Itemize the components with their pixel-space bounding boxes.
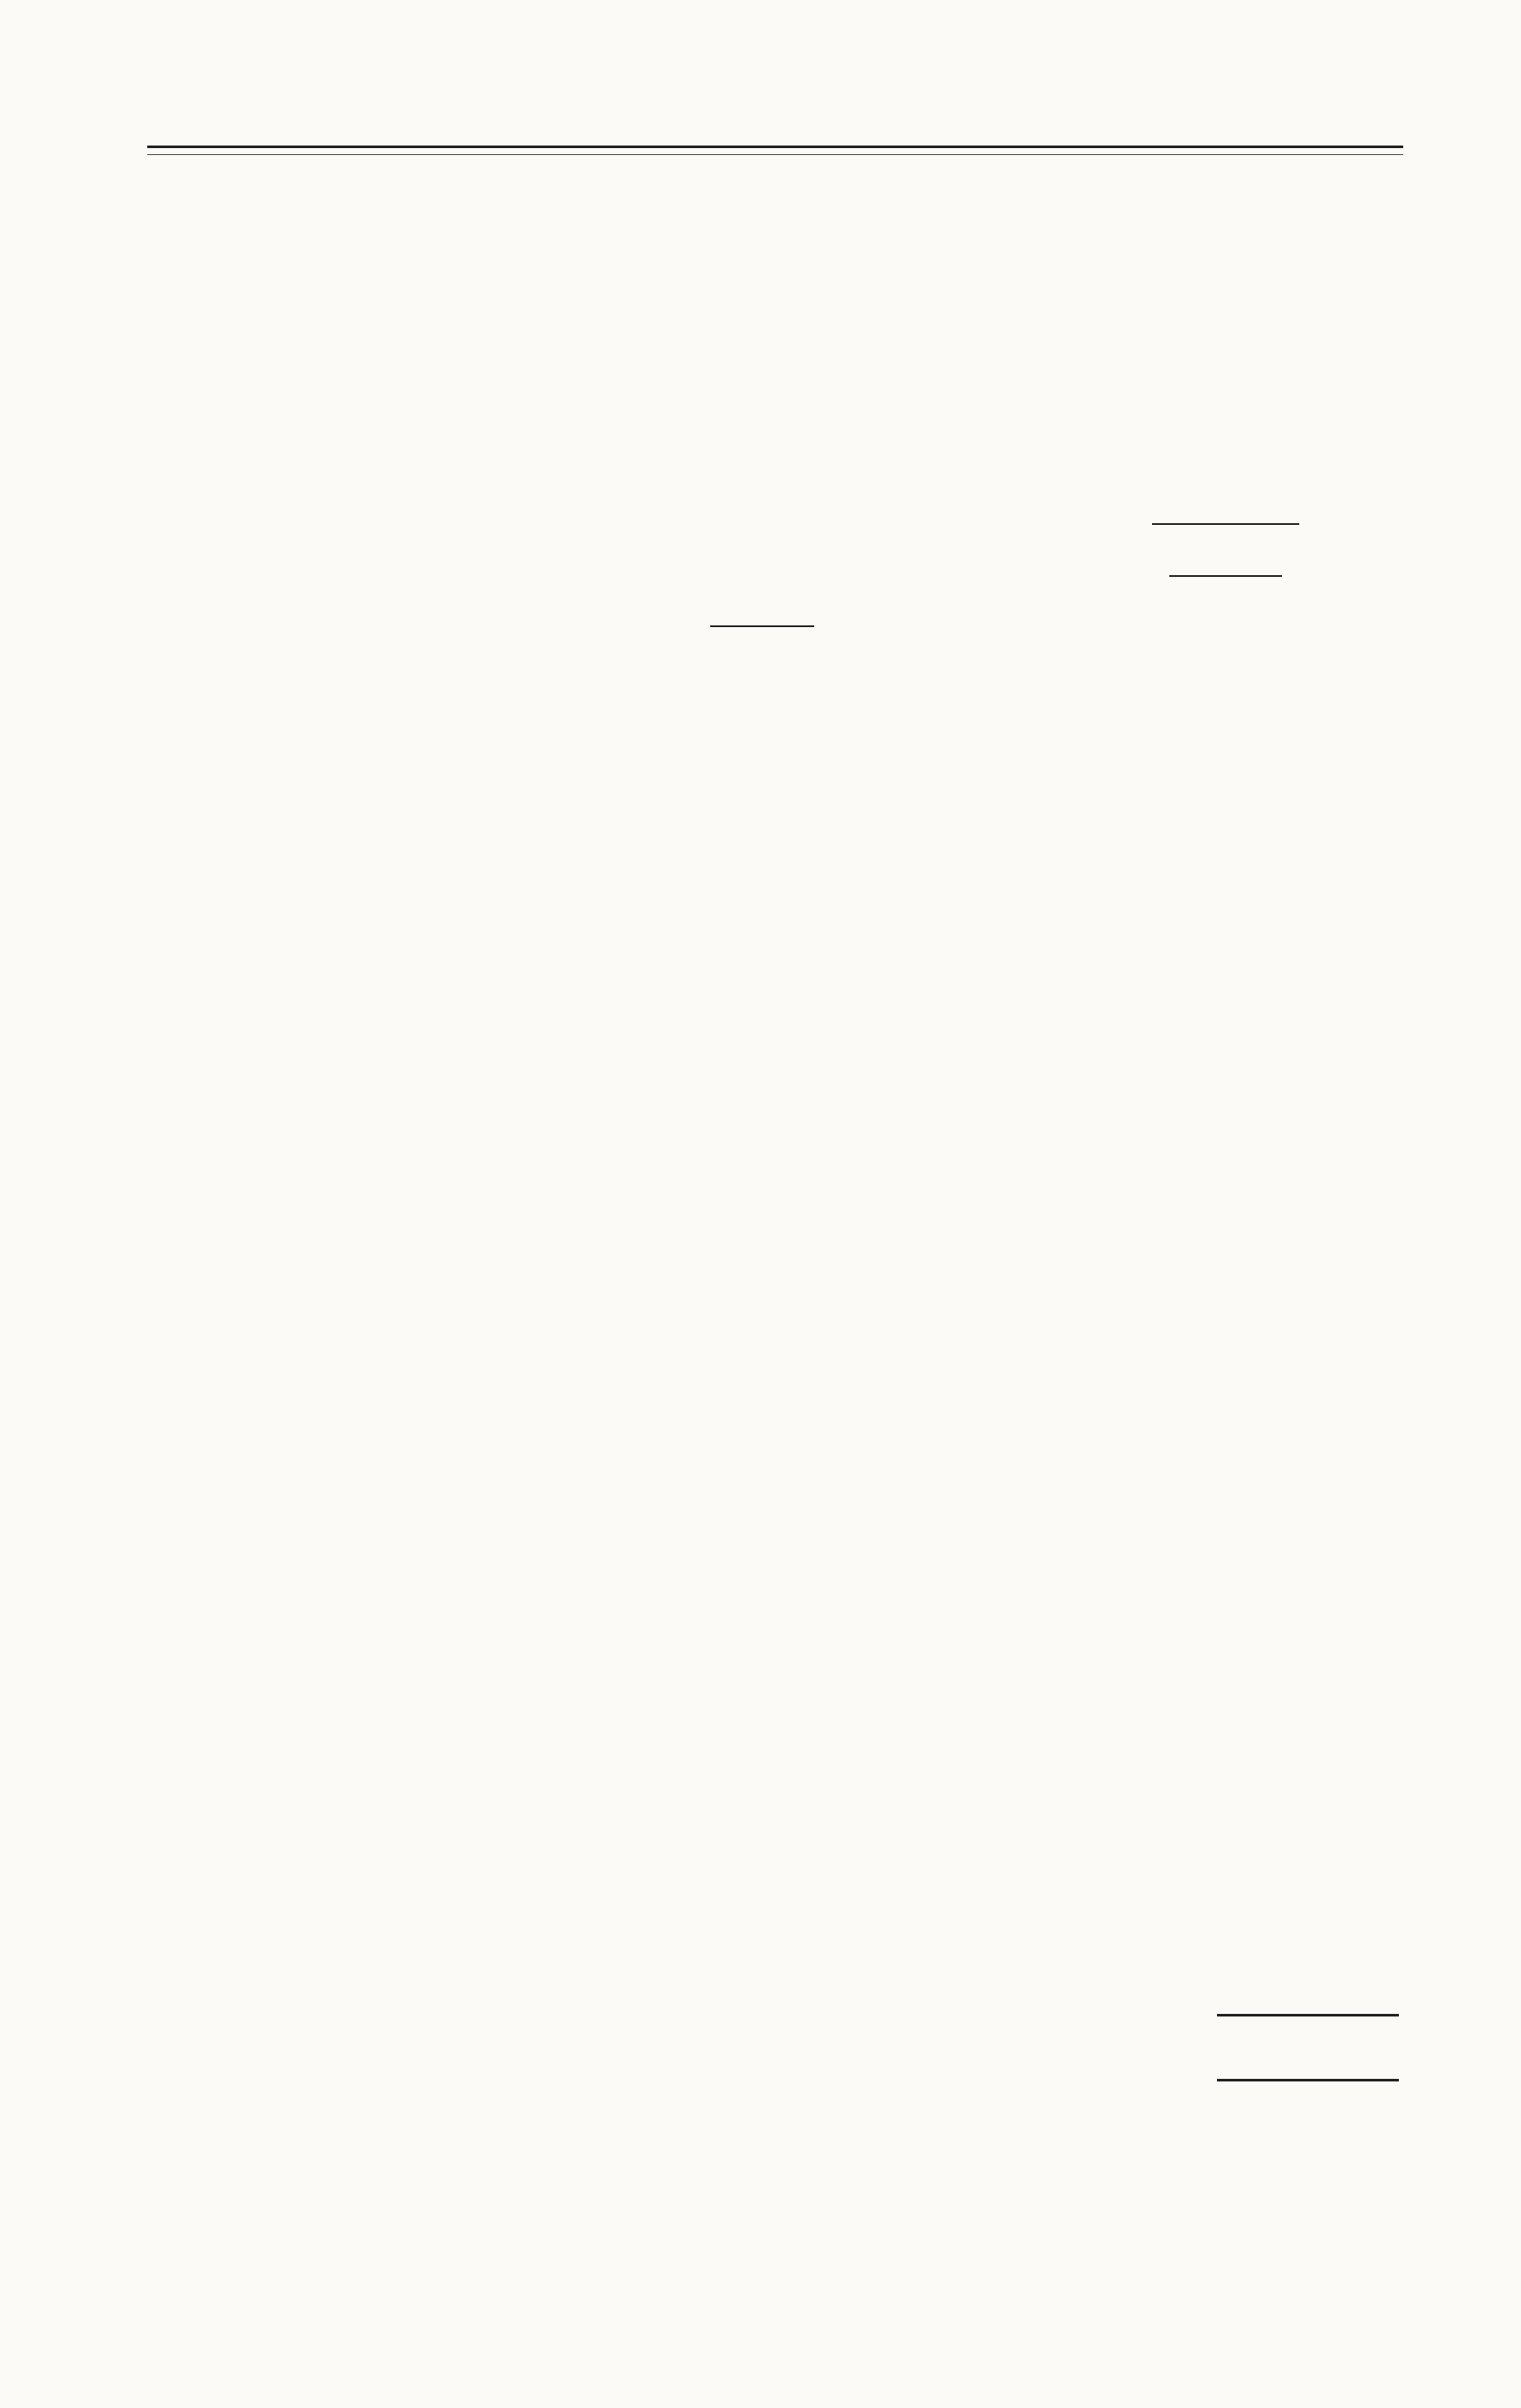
section-divider — [710, 625, 814, 627]
supplies-total-underline — [1169, 575, 1282, 577]
header-rule — [147, 146, 1403, 148]
supplies-total-rule — [1152, 523, 1299, 525]
grand-total-rule — [1217, 2014, 1399, 2016]
header-rule-thin — [147, 154, 1403, 155]
page-header — [121, 68, 1403, 128]
grand-total-underline — [1217, 2079, 1399, 2081]
